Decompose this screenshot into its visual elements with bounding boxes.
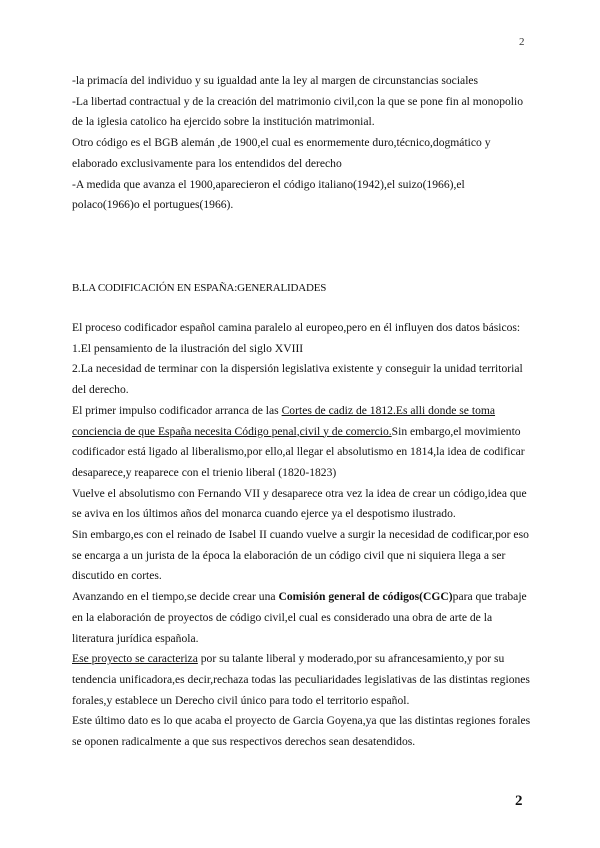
paragraph: 2.La necesidad de terminar con la dispersión legislativa existente y conseguir la unidad territorial del derecho. xyxy=(72,362,523,397)
underlined-text: Cortes de cadiz de 1812.Es alli donde se toma conciencia de que España necesita Código penal,civil y de comercio. xyxy=(72,403,496,438)
text-run: El primer impulso codificador arranca de las xyxy=(72,403,282,417)
text-run: para que trabaje en la elaboración de proyectos de código civil,el cual es considerado una obra de arte de la literatura jurídica española. xyxy=(72,590,527,645)
section-heading-block xyxy=(72,278,534,299)
paragraph xyxy=(72,649,534,711)
page-number-bottom: 2 xyxy=(515,793,523,809)
paragraph xyxy=(72,587,534,649)
page-number-top: 2 xyxy=(519,36,525,48)
paragraph: Este último dato es lo que acaba el proyecto de Garcia Goyena,ya que las distintas regiones forales se oponen radicalmente a que sus respectivos derechos sean desatendidos. xyxy=(72,714,531,749)
text-run: Sin embargo,el movimiento codificador está ligado al liberalismo,por ello,al llegar el absolutismo en 1814,la idea de codificar desaparece,y reaparece con el trienio liberal (1820-1823) xyxy=(72,424,525,479)
section-text-block xyxy=(72,318,534,753)
text-run: Avanzando en el tiempo,se decide crear una xyxy=(72,590,279,604)
intro-text-block xyxy=(72,71,534,216)
paragraph: -la primacía del individuo y su igualdad ante la ley al margen de circunstancias sociales xyxy=(72,74,479,87)
text-run: por su talante liberal y moderado,por su afrancesamiento,y por su tendencia unificadora,es decir,rechaza todas las peculiaridades legislativas de las distintas regiones forales,y establece un Derecho civil único para todo el territorio español. xyxy=(72,652,530,707)
paragraph: 1.El pensamiento de la ilustración del siglo XVIII xyxy=(72,341,304,355)
paragraph: Vuelve el absolutismo con Fernando VII y desaparece otra vez la idea de crear un código,idea que se aviva en los últimos años del monarca cuando ejerce ya el despotismo ilustrado. xyxy=(72,486,527,521)
paragraph: Sin embargo,es con el reinado de Isabel II cuando vuelve a surgir la necesidad de codificar,por eso se encarga a un jurista de la época la elaboración de un código civil que ni siquiera llega a ser discutido en cortes. xyxy=(72,528,529,583)
paragraph: El proceso codificador español camina paralelo al europeo,pero en él influyen dos datos básicos: xyxy=(72,321,521,334)
paragraph xyxy=(72,401,534,484)
paragraph: Otro código es el BGB alemán ,de 1900,el cual es enormemente duro,técnico,dogmático y elaborado exclusivamente para los entendidos del derecho xyxy=(72,136,491,170)
underlined-text: Ese proyecto se caracteriza xyxy=(72,652,198,666)
section-heading: B.LA CODIFICACIÓN EN ESPAÑA:GENERALIDADES xyxy=(72,282,327,294)
paragraph: -La libertad contractual y de la creación del matrimonio civil,con la que se pone fin al monopolio de la iglesia catolico ha ejercido sobre la institución matrimonial. xyxy=(72,94,524,129)
paragraph: -A medida que avanza el 1900,aparecieron el código italiano(1942),el suizo(1966),el polaco(1966)o el portugues(1966). xyxy=(72,177,465,212)
bold-text: Comisión general de códigos(CGC) xyxy=(278,590,453,604)
